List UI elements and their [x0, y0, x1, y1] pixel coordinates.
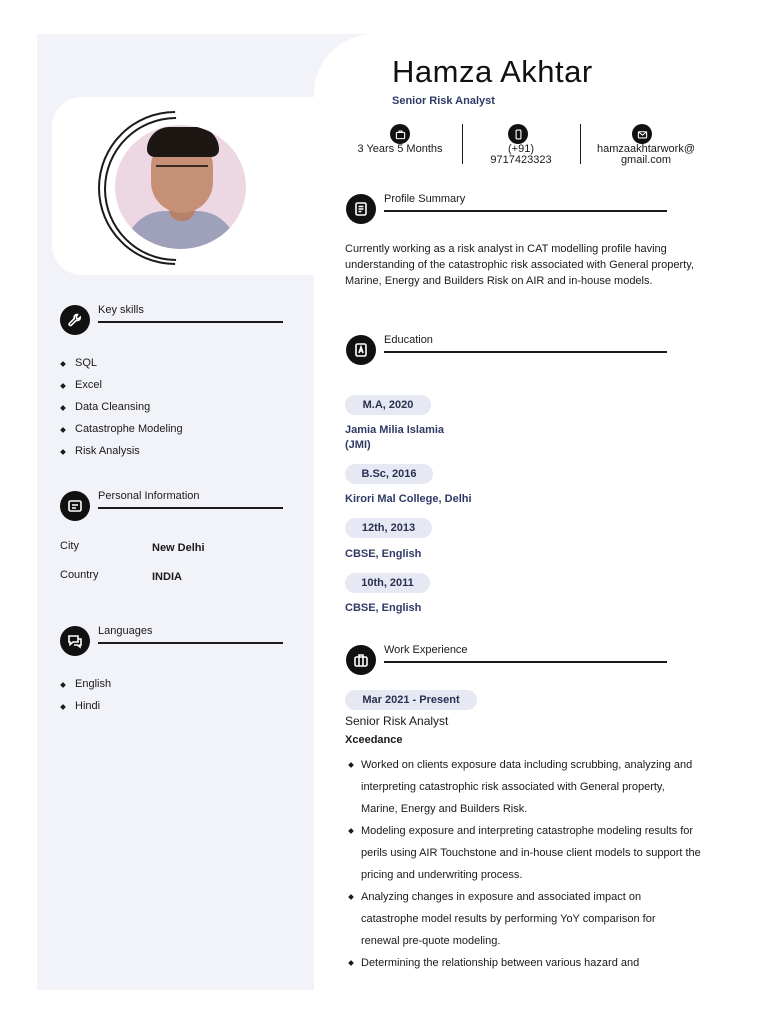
- candidate-name: Hamza Akhtar: [392, 54, 593, 89]
- city-label: City: [60, 540, 79, 552]
- personal-info-title: Personal Information: [98, 490, 200, 502]
- document-icon: [346, 194, 376, 224]
- candidate-role: Senior Risk Analyst: [392, 95, 495, 107]
- mail-icon: [632, 124, 652, 144]
- phone-number: 9717423323: [490, 154, 552, 166]
- education-period-pill: 12th, 2013: [345, 518, 432, 538]
- education-school: CBSE, English: [345, 548, 422, 560]
- skill-item: SQL: [59, 357, 97, 369]
- section-rule: [384, 661, 667, 663]
- school-line: Jamia Milia Islamia: [345, 424, 445, 436]
- work-company: Xceedance: [345, 734, 403, 746]
- email-text[interactable]: [588, 144, 704, 166]
- work-period-pill: Mar 2021 - Present: [345, 690, 477, 710]
- education-period-pill: M.A, 2020: [345, 395, 431, 415]
- education-title: Education: [384, 334, 433, 346]
- work-bullet: Modeling exposure and interpreting catastrophe modeling results for perils using AIR Touchstone and in-house client models to support the pricing and underwriting process.: [345, 820, 701, 886]
- work-bullet: Determining the relationship between various hazard and: [345, 952, 701, 974]
- work-experience-title: Work Experience: [384, 644, 468, 656]
- key-skills-title: Key skills: [98, 304, 144, 316]
- experience-text: 3 Years 5 Months: [357, 143, 443, 155]
- section-rule: [384, 210, 667, 212]
- country-label: Country: [60, 569, 99, 581]
- section-rule: [98, 321, 283, 323]
- language-item: Hindi: [59, 700, 100, 712]
- skill-item: Risk Analysis: [59, 445, 140, 457]
- book-icon: [346, 335, 376, 365]
- phone-icon: [508, 124, 528, 144]
- school-line: (JMI): [345, 439, 371, 451]
- skill-item: Excel: [59, 379, 102, 391]
- skill-item: Catastrophe Modeling: [59, 423, 183, 435]
- profile-photo: [115, 125, 246, 249]
- briefcase-icon: [346, 645, 376, 675]
- chat-icon: [60, 626, 90, 656]
- phone-prefix: (+91): [508, 143, 534, 155]
- wrench-icon: [60, 305, 90, 335]
- profile-summary-title: Profile Summary: [384, 193, 466, 205]
- education-school: CBSE, English: [345, 602, 422, 614]
- email-line2: gmail.com: [620, 154, 672, 166]
- city-value: New Delhi: [152, 542, 205, 554]
- education-period-pill: B.Sc, 2016: [345, 464, 433, 484]
- language-item: English: [59, 678, 111, 690]
- languages-title: Languages: [98, 625, 153, 637]
- country-value: INDIA: [152, 571, 182, 583]
- id-card-icon: [60, 491, 90, 521]
- section-rule: [98, 507, 283, 509]
- contact-divider: [462, 124, 463, 164]
- briefcase-icon: [390, 124, 410, 144]
- section-rule: [98, 642, 283, 644]
- education-period-pill: 10th, 2011: [345, 573, 430, 593]
- education-school: [345, 423, 444, 453]
- contact-divider: [580, 124, 581, 164]
- phone-text[interactable]: [470, 144, 572, 166]
- work-position: Senior Risk Analyst: [345, 714, 449, 728]
- work-bullet: Analyzing changes in exposure and associated impact on catastrophe model results by performing YoY comparison for renewal pre-quote modeling.: [345, 886, 681, 952]
- skill-item: Data Cleansing: [59, 401, 150, 413]
- work-bullet: Worked on clients exposure data including scrubbing, analyzing and interpreting catastrophic risk associated with General property, Marine, Energy and Builders Risk.: [345, 754, 701, 820]
- education-school: Kirori Mal College, Delhi: [345, 493, 472, 505]
- profile-summary-text: Currently working as a risk analyst in CAT modelling profile having understanding of the catastrophic risk associated with General property, Marine, Energy and Builders Risk on AIR and in-house models.: [345, 243, 694, 287]
- email-line1: hamzaakhtarwork@: [597, 143, 695, 155]
- section-rule: [384, 351, 667, 353]
